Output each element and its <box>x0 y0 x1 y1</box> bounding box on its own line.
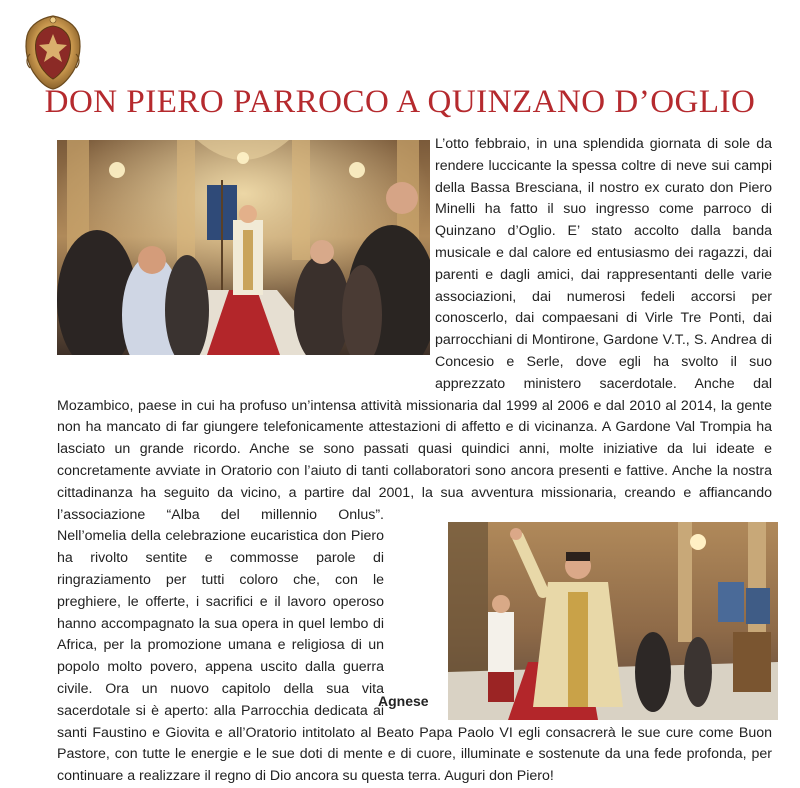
photo2-space <box>384 512 772 712</box>
parish-emblem-logo <box>24 14 82 90</box>
photo1-space <box>57 134 435 376</box>
article-body <box>57 134 772 788</box>
article-text: L’otto febbraio, in una splendida giornata di sole da rendere luccicante la spessa coltre di neve sui campi della Bassa Bresciana, il nostro ex curato don Piero Minelli ha fatto il suo ingresso come parroco di Quinzano d’Oglio. E’ stato accolto dalla banda musicale e dal calore ed entusiasmo dei ragazzi, dai parenti e dagli amici, dai rappresentanti delle varie associazioni, dai numerosi fedeli accorsi per conoscerlo, dai compaesani di Virle Tre Ponti, dai parrocchiani di Montirone, Gardone V.T., S. Andrea di Concesio e Serle, dove egli ha svolto il suo apprezzato ministero sacerdotale. Anche dal Mozambico, paese in cui ha profuso un’intensa attività missionaria dal 1999 al 2006 e dal 2010 al 2014, la gente non ha mancato di far giungere telefonicamente attestazioni di affetto e di vicinanza. A Gardone Val Trompia ha lasciato un grande ricordo. Anche se sono passati quasi quindici anni, molte iniziative da lui ideate e concretamente avviate in Oratorio con l’aiuto di tanti collaboratori sono ancora presenti e fattive. Anche la nostra cittadinanza ha seguito da vicino, a partire dal 2001, la sua avventura missionaria, creando e affiancando l’associazione “Alba del millennio Onlus”. Nell’omelia della celebrazione eucaristica don Piero ha rivolto sentite e commosse parole di ringraziamento per tutti coloro che, con le preghiere, le offerte, i sacrifici e il lavoro operoso hanno accompagnato la sua opera in quel lembo di Africa, per la promozione umana e religiosa di un popolo molto povero, appena uscito dalla guerra civile. Ora un nuovo capitolo della sua vita sacerdotale si è aperto: alla Parrocchia dedicata ai santi Faustino e Giovita e all’Oratorio intitolato al Beato Papa Paolo VI egli consacrerà le sue cure come Buon Pastore, con tutte le energie e le sue doti di mente e di cuore, illuminate e sostenute da una fede profonda, per continuare a realizzare il regno di Dio ancora su questa terra. Auguri don Piero! <box>57 136 772 785</box>
page-title: DON PIERO PARROCO A QUINZANO D’OGLIO <box>44 84 756 120</box>
author-signature: Agnese <box>378 693 429 709</box>
